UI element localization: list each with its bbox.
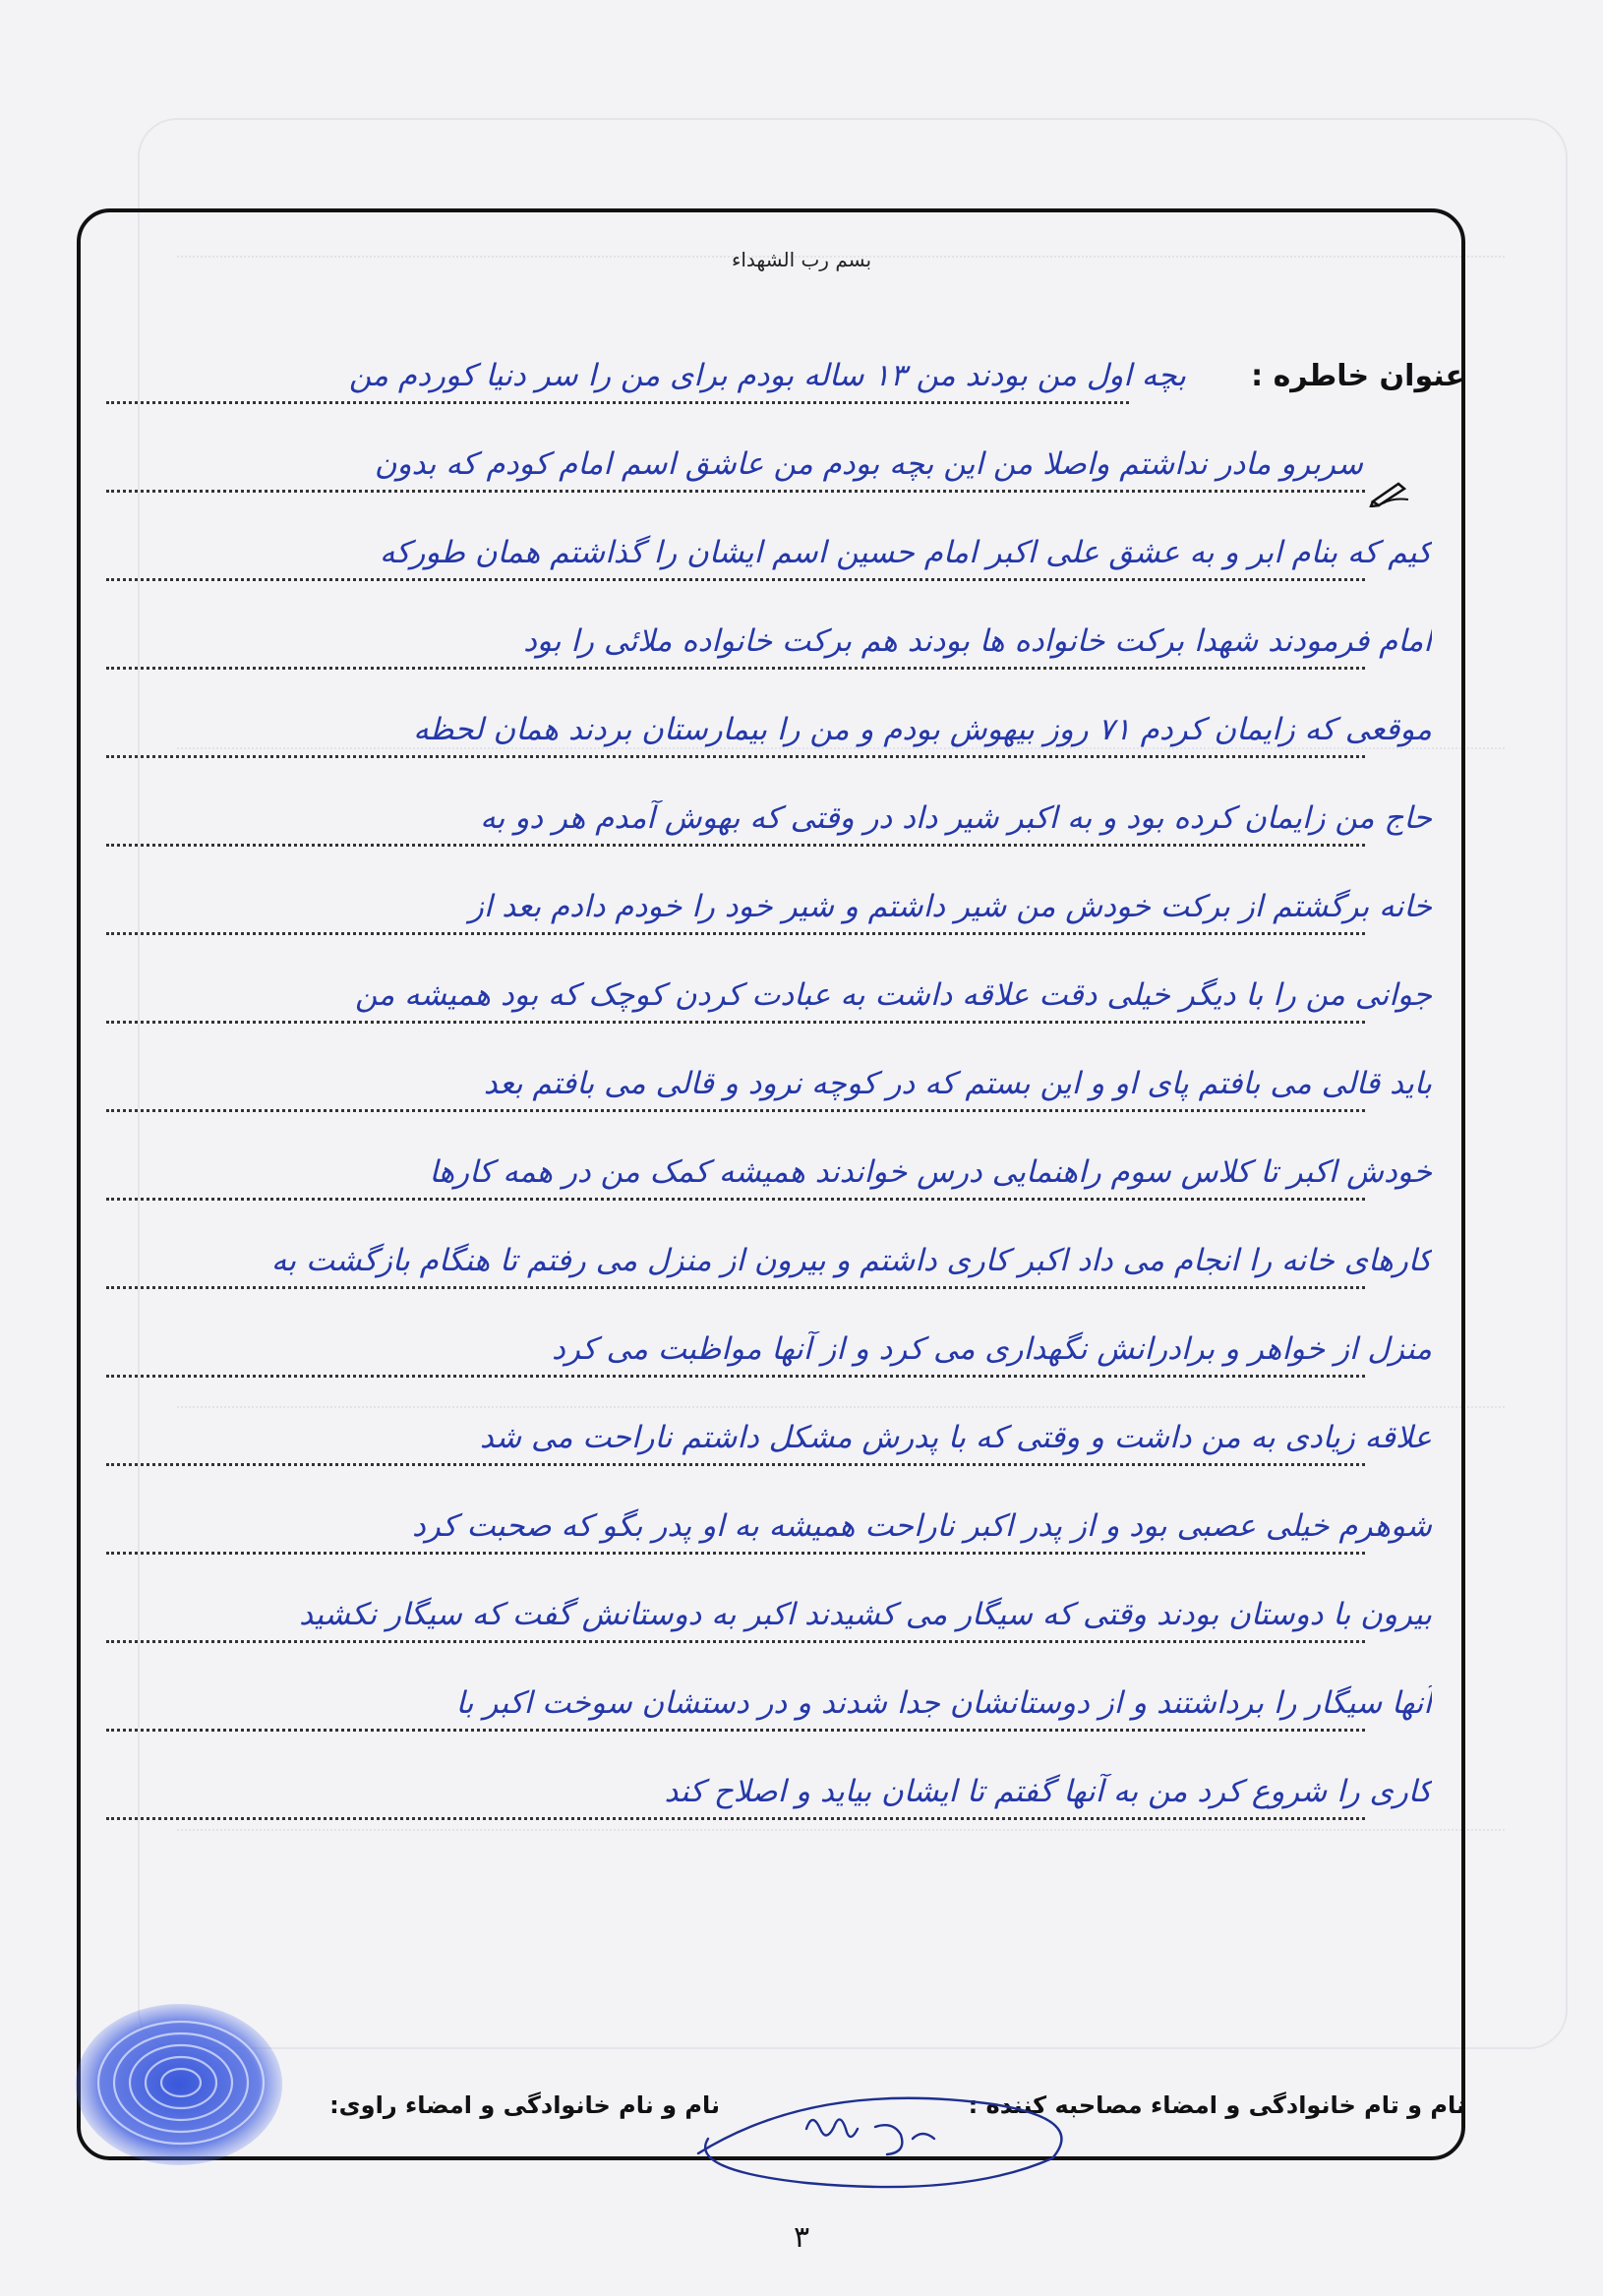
interviewer-signature-label: نام و تام خانوادگی و امضاء مصاحبه کننده : bbox=[968, 2091, 1465, 2119]
handwritten-line: حاج من زایمان کرده بود و به اکبر شیر داد در وقتی که بهوش آمدم هر دو به bbox=[480, 800, 1432, 836]
handwritten-line: علاقه زیادی به من داشت و وقتی که با پدرش مشکل داشتم ناراحت می شد bbox=[479, 1420, 1432, 1455]
handwritten-line: منزل از خواهر و برادرانش نگهداری می کرد و از آنها مواظبت می کرد bbox=[552, 1331, 1432, 1367]
dotted-rule bbox=[106, 578, 1365, 581]
dotted-rule bbox=[106, 1198, 1365, 1201]
pen-icon bbox=[1369, 480, 1410, 507]
handwritten-line: باید قالی می بافتم پای او و این بستم که در کوچه نرود و قالی می بافتم بعد bbox=[483, 1066, 1432, 1101]
dotted-rule bbox=[106, 1817, 1365, 1820]
fingerprint-stamp bbox=[63, 1976, 289, 2173]
handwritten-line: سربرو مادر نداشتم واصلا من این بچه بودم من عاشق اسم امام کودم که بدون bbox=[374, 446, 1363, 482]
page-invocation: بسم رب الشهداء bbox=[731, 248, 872, 271]
dotted-rule bbox=[106, 667, 1365, 670]
page-number: ۳ bbox=[793, 2220, 810, 2255]
dotted-rule bbox=[106, 401, 1129, 404]
handwritten-line: آنها سیگار را برداشتند و از دوستانشان جدا شدند و در دستشان سوخت اکبر با bbox=[455, 1685, 1432, 1721]
dotted-rule bbox=[106, 1109, 1365, 1112]
handwritten-line: امام فرمودند شهدا برکت خانواده ها بودند هم برکت خانواده ملائی را بود bbox=[523, 623, 1432, 659]
handwritten-line: شوهرم خیلی عصبی بود و از پدر اکبر ناراحت همیشه به او پدر بگو که صحبت کرد bbox=[412, 1508, 1432, 1544]
handwritten-line: بیرون با دوستان بودند وقتی که سیگار می کشیدند اکبر به دوستانش گفت که سیگار نکشید bbox=[299, 1597, 1432, 1632]
dotted-rule bbox=[106, 490, 1365, 493]
handwritten-line: خودش اکبر تا کلاس سوم راهنمایی درس خواندند همیشه کمک من در همه کارها bbox=[429, 1154, 1432, 1190]
dotted-rule bbox=[106, 1463, 1365, 1466]
handwritten-line: کاری را شروع کرد من به آنها گفتم تا ایشان بیاید و اصلاح کند bbox=[664, 1774, 1432, 1809]
handwritten-line: کیم که بنام ابر و به عشق علی اکبر امام حسین اسم ایشان را گذاشتم همان طورکه bbox=[379, 535, 1432, 570]
handwritten-line: کارهای خانه را انجام می داد اکبر کاری داشتم و بیرون از منزل می رفتم تا هنگام بازگشت به bbox=[270, 1243, 1432, 1278]
dotted-rule bbox=[106, 1375, 1365, 1378]
dotted-rule bbox=[106, 932, 1365, 935]
handwritten-line: جوانی من را با دیگر خیلی دقت علاقه داشت به عبادت کردن کوچک که بود همیشه من bbox=[355, 977, 1432, 1013]
handwritten-line: موقعی که زایمان کردم ۷۱ روز بیهوش بودم و من را بیمارستان بردند همان لحظه bbox=[413, 712, 1432, 747]
dotted-rule bbox=[106, 1021, 1365, 1024]
dotted-rule bbox=[106, 1286, 1365, 1289]
handwritten-line: بچه اول من بودند من ۱۳ ساله بودم برای من را سر دنیا کوردم من bbox=[348, 358, 1186, 393]
memory-title-label: عنوان خاطره : bbox=[1251, 359, 1465, 393]
handwritten-line: خانه برگشتم از برکت خودش من شیر داشتم و شیر خود را خودم دادم بعد از bbox=[468, 889, 1432, 924]
dotted-rule bbox=[106, 1640, 1365, 1643]
dotted-rule bbox=[106, 755, 1365, 758]
dotted-rule bbox=[106, 1552, 1365, 1555]
dotted-rule bbox=[106, 1729, 1365, 1732]
dotted-rule bbox=[106, 844, 1365, 847]
narrator-signature-label: نام و نام خانوادگی و امضاء راوی: bbox=[329, 2091, 720, 2119]
interviewer-signature bbox=[639, 2060, 1101, 2198]
